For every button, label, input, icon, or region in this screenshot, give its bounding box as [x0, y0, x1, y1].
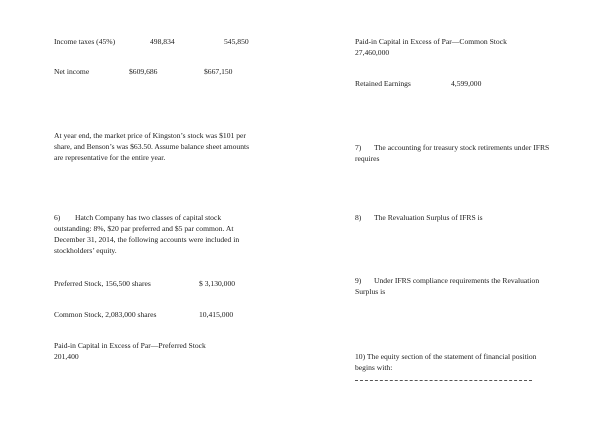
income-taxes-value-2: 545,850 [224, 37, 249, 46]
income-taxes-label: Income taxes (45%) [54, 37, 116, 46]
q6-line-3: December 31, 2014, the following accounts were included in [54, 235, 240, 244]
q10-line-2: begins with: [355, 363, 393, 372]
pic-preferred-label: Paid-in Capital in Excess of Par—Preferred Stock [54, 341, 206, 350]
net-income-value-2: $667,150 [204, 67, 233, 76]
q7-line-2: requires [355, 154, 380, 163]
income-taxes-value-1: 498,834 [150, 37, 175, 46]
q6-line-4: stockholders’ equity. [54, 246, 117, 255]
answer-blank-line[interactable] [355, 380, 532, 381]
q9-line-1: Under IFRS compliance requirements the Revaluation [374, 276, 540, 285]
common-stock-value: 10,415,000 [199, 310, 234, 319]
preferred-stock-value: $ 3,130,000 [199, 279, 236, 288]
q9-line-2: Surplus is [355, 287, 386, 296]
q6-number: 6) [54, 213, 61, 222]
q7-number: 7) [355, 143, 362, 152]
pic-preferred-value: 201,400 [54, 352, 79, 361]
preferred-stock-label: Preferred Stock, 156,500 shares [54, 279, 151, 288]
common-stock-label: Common Stock, 2,083,000 shares [54, 310, 157, 319]
year-end-line-1: At year end, the market price of Kingston’s stock was $101 per [54, 131, 246, 140]
q8-number: 8) [355, 213, 362, 222]
net-income-value-1: $609,686 [129, 67, 158, 76]
retained-earnings-value: 4,599,000 [451, 79, 482, 88]
year-end-line-3: are representative for the entire year. [54, 153, 166, 162]
q7-line-1: The accounting for treasury stock retirements under IFRS [374, 143, 550, 152]
retained-earnings-label: Retained Earnings [355, 79, 411, 88]
q6-line-1: Hatch Company has two classes of capital stock [75, 213, 222, 222]
pic-common-label: Paid-in Capital in Excess of Par—Common Stock [355, 37, 507, 46]
q9-number: 9) [355, 276, 362, 285]
net-income-label: Net income [54, 67, 90, 76]
year-end-line-2: share, and Benson’s was $63.50. Assume balance sheet amounts [54, 142, 250, 151]
q6-line-2: outstanding: 8%, $20 par preferred and $5 par common. At [54, 224, 234, 233]
q10-line-1: 10) The equity section of the statement of financial position [355, 352, 537, 361]
pic-common-value: 27,460,000 [355, 48, 390, 57]
q8-text: The Revaluation Surplus of IFRS is [374, 213, 483, 222]
